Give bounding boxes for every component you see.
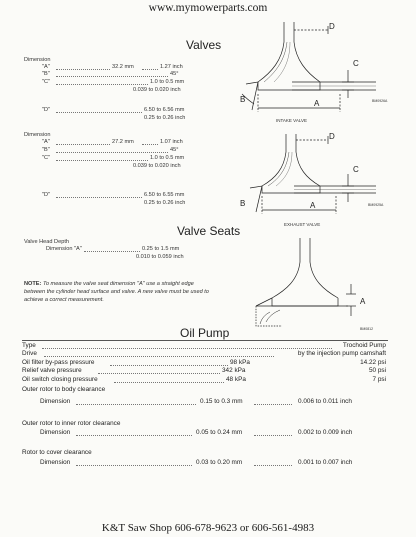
intake-c-inch: 0.039 to 0.020 inch	[133, 87, 181, 93]
oil-pump-divider	[22, 340, 388, 341]
exhaust-d-inch: 0.25 to 0.26 inch	[144, 200, 186, 206]
intake-d-inch: 0.25 to 0.26 inch	[144, 115, 186, 121]
exhaust-label-c: C	[353, 165, 359, 174]
oil-switch-label: Oil switch closing pressure	[22, 376, 98, 383]
exhaust-d-mm: 6.50 to 6.55 mm	[144, 192, 185, 198]
exhaust-b-val: 45°	[170, 147, 179, 153]
oil-switch-psi: 7 psi	[372, 376, 386, 383]
valve-seat-diagram	[252, 236, 382, 334]
oil-pump-title: Oil Pump	[180, 326, 230, 340]
exhaust-key-a: "A"	[42, 139, 50, 145]
oil-drive-value: by the injection pump camshaft	[297, 350, 386, 357]
intake-figure-caption: INTAKE VALVE	[276, 118, 308, 123]
clearance-inch: 0.002 to 0.009 inch	[298, 429, 353, 436]
valve-seats-title: Valve Seats	[177, 224, 241, 238]
oil-type-label: Type	[22, 342, 36, 349]
exhaust-label-d: D	[329, 132, 335, 141]
footer-text: K&T Saw Shop 606-678-9623 or 606-561-4983	[101, 522, 315, 534]
exhaust-key-d: "D"	[42, 192, 51, 198]
intake-key-d: "D"	[42, 107, 51, 113]
note-text: To measure the valve seat dimension "A" use a straight edge between the cylinder head surface and valve. A new valve must be used to achieve a correct measurement.	[24, 281, 209, 303]
intake-label-c: C	[353, 59, 359, 68]
oil-bypass-psi: 14.22 psi	[360, 359, 386, 366]
dot-leader	[44, 356, 274, 357]
clearance-inch: 0.006 to 0.011 inch	[298, 398, 352, 405]
oil-drive-label: Drive	[22, 350, 37, 357]
dot-leader	[56, 160, 148, 161]
clearance-dimension-label: Dimension	[40, 459, 71, 466]
valve-seat-note	[24, 280, 214, 304]
intake-a-inch: 1.27 inch	[160, 64, 183, 70]
exhaust-a-inch: 1.07 inch	[160, 139, 183, 145]
exhaust-key-b: "B"	[42, 147, 50, 153]
dot-leader	[56, 144, 110, 145]
valve-head-depth-label: Valve Head Depth	[24, 239, 69, 245]
dot-leader	[76, 404, 196, 405]
dot-leader	[98, 373, 220, 374]
exhaust-c-mm: 1.0 to 0.5 mm	[150, 155, 185, 161]
intake-label-b: B	[240, 95, 246, 104]
valves-title: Valves	[186, 38, 222, 52]
intake-key-a: "A"	[42, 64, 50, 70]
exhaust-label-b: B	[240, 199, 246, 208]
clearance-title: Outer rotor to inner rotor clearance	[22, 420, 121, 427]
seat-label-a: A	[360, 297, 366, 306]
valve-seat-inch: 0.010 to 0.059 inch	[136, 254, 184, 260]
dot-leader	[56, 69, 110, 70]
exhaust-valve-diagram	[236, 132, 396, 232]
oil-switch-kpa: 48 kPa	[226, 376, 246, 383]
intake-label-a: A	[314, 99, 320, 108]
exhaust-key-c: "C"	[42, 155, 51, 161]
dot-leader	[142, 144, 158, 145]
valve-seat-mm: 0.25 to 1.5 mm	[142, 246, 180, 252]
exhaust-dimension-label: Dimension	[24, 132, 51, 138]
intake-a-mm: 32.2 mm	[112, 64, 134, 70]
dot-leader	[56, 84, 148, 85]
clearance-mm: 0.15 to 0.3 mm	[200, 398, 243, 405]
clearance-title: Outer rotor to body clearance	[22, 386, 106, 393]
header-url: www.mymowerparts.com	[148, 2, 268, 14]
intake-key-b: "B"	[42, 71, 50, 77]
seat-figure-code: BM0812	[360, 327, 374, 331]
dot-leader	[254, 465, 292, 466]
oil-bypass-kpa: 98 kPa	[230, 359, 250, 366]
dot-leader	[56, 112, 142, 113]
exhaust-label-a: A	[310, 201, 316, 210]
dot-leader	[56, 76, 168, 77]
intake-valve-diagram	[236, 20, 396, 128]
intake-label-d: D	[329, 22, 335, 31]
intake-figure-code: BM0926A	[372, 99, 388, 103]
dot-leader	[76, 435, 192, 436]
dot-leader	[84, 251, 140, 252]
clearance-mm: 0.03 to 0.20 mm	[196, 459, 243, 466]
oil-relief-kpa: 342 kPa	[222, 367, 246, 374]
dot-leader	[76, 465, 192, 466]
intake-d-mm: 6.50 to 6.56 mm	[144, 107, 185, 113]
exhaust-c-inch: 0.039 to 0.020 inch	[133, 163, 181, 169]
dot-leader	[56, 197, 142, 198]
intake-key-c: "C"	[42, 79, 51, 85]
dot-leader	[110, 365, 228, 366]
dot-leader	[254, 435, 292, 436]
clearance-inch: 0.001 to 0.007 inch	[298, 459, 353, 466]
intake-b-val: 45°	[170, 71, 179, 77]
oil-relief-label: Relief valve pressure	[22, 367, 82, 374]
clearance-dimension-label: Dimension	[40, 429, 71, 436]
dot-leader	[114, 382, 224, 383]
valve-seat-dimension-label: Dimension "A"	[46, 246, 82, 252]
dot-leader	[254, 404, 292, 405]
dot-leader	[142, 69, 158, 70]
clearance-title: Rotor to cover clearance	[22, 449, 92, 456]
dot-leader	[56, 152, 168, 153]
intake-c-mm: 1.0 to 0.5 mm	[150, 79, 185, 85]
clearance-mm: 0.05 to 0.24 mm	[196, 429, 243, 436]
exhaust-figure-caption: EXHAUST VALVE	[284, 222, 321, 227]
note-label: NOTE:	[24, 281, 42, 287]
dot-leader	[42, 348, 332, 349]
oil-bypass-label: Oil filter by-pass pressure	[22, 359, 95, 366]
exhaust-a-mm: 27.2 mm	[112, 139, 134, 145]
intake-dimension-label: Dimension	[24, 57, 51, 63]
oil-type-value: Trochoid Pump	[342, 342, 386, 349]
clearance-dimension-label: Dimension	[40, 398, 71, 405]
oil-relief-psi: 50 psi	[368, 367, 386, 374]
exhaust-figure-code: BM0925A	[368, 203, 384, 207]
